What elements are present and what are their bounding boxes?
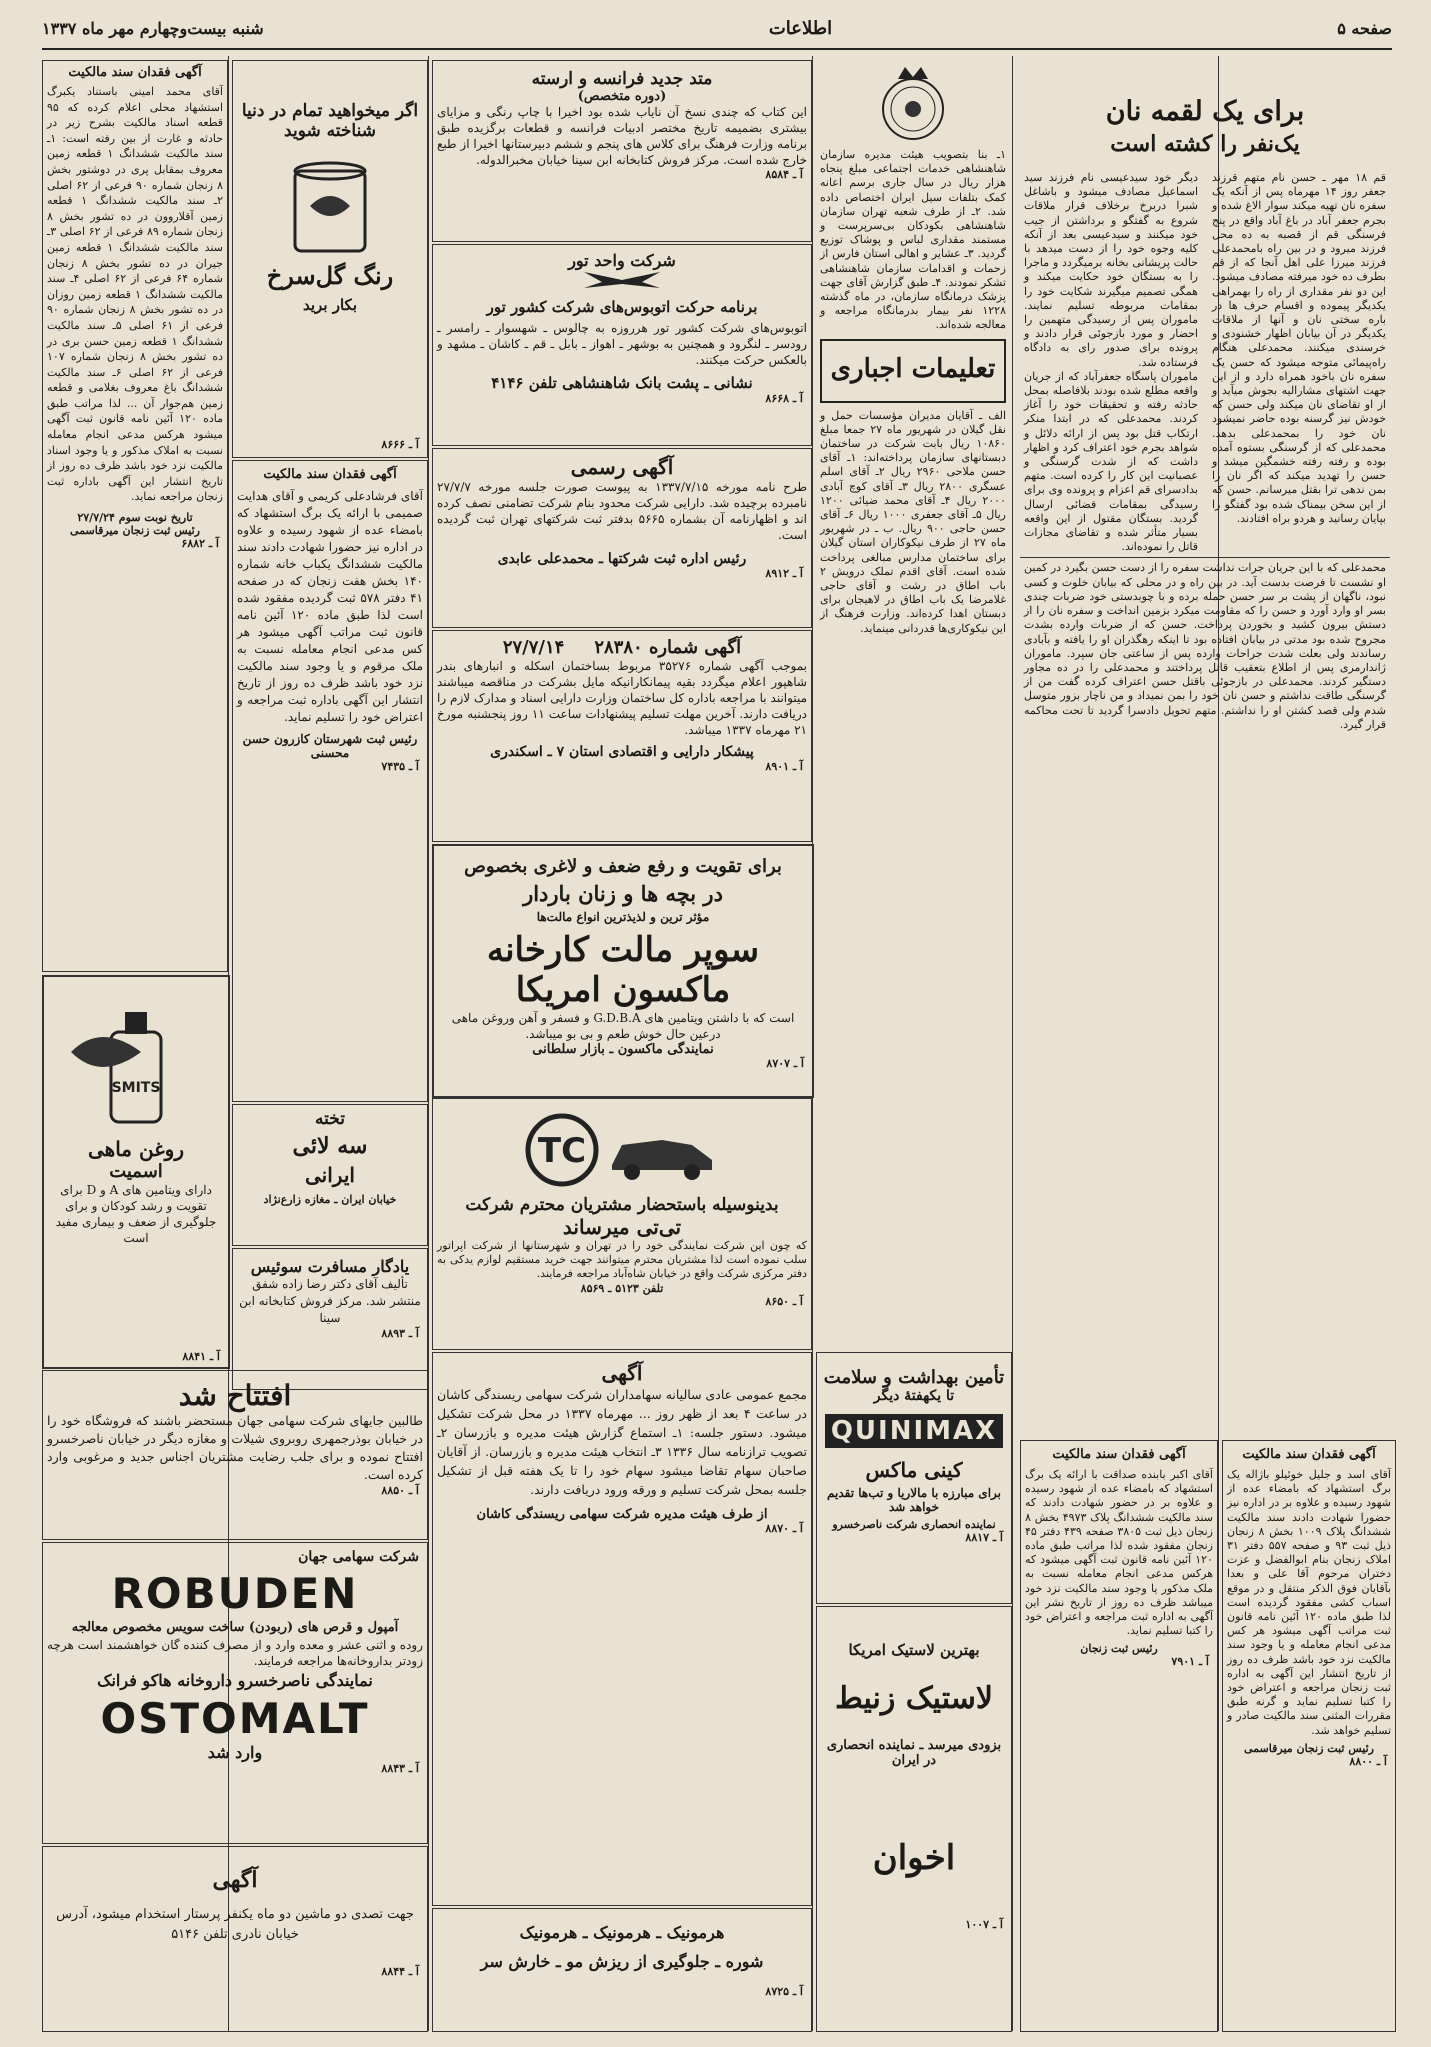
ad-code: آ ـ ۸۷۰۷ bbox=[766, 1057, 804, 1070]
crown-emblem-icon bbox=[878, 63, 948, 143]
ad-code: آ ـ ۸۶۶۸ bbox=[765, 392, 803, 405]
ad-shareholders bbox=[432, 1352, 812, 1906]
notice-signature: رئیس ثبت زنجان میرقاسمی bbox=[1244, 1741, 1374, 1755]
ad-tyres-text: بزودی میرسد ـ نماینده انحصاری در ایران bbox=[826, 1738, 1002, 1768]
notice-code: آ ـ ۷۴۳۵ bbox=[381, 760, 419, 773]
ad-code: آ ـ ۸۸۱۷ bbox=[965, 1531, 1003, 1544]
ad-quinimax-headline: تأمین بهداشت و سلامت bbox=[823, 1367, 1005, 1388]
ad-travel-book bbox=[232, 1248, 428, 1390]
ad-hormonic-line2: شوره ـ جلوگیری از ریزش مو ـ خارش سر bbox=[480, 1952, 764, 1971]
ad-hormonic bbox=[432, 1908, 812, 2032]
ad-nurse-body: جهت تصدی دو ماشین دو ماه یکنفر پرستار استخدام میشود، آدرس خیابان نادری تلفن ۵۱۴۶ bbox=[56, 1907, 414, 1942]
ad-code: آ ـ ۸۸۴۱ bbox=[182, 1350, 220, 1363]
ad-bus-body: اتوبوس‌های شرکت کشور تور هرروزه به چالوس ـ شهسوار ـ رامسر ـ رودسر ـ لنگرود و همچنین به بوشهر ـ اهواز ـ بابل ـ قم ـ کاشان ـ مشهد و بالعکس حرکت میکنند. bbox=[437, 321, 807, 367]
ad-tc-logo: TC bbox=[537, 1131, 587, 1171]
ad-plywood-brand: سه لائی bbox=[292, 1133, 368, 1159]
ad-tc-company bbox=[432, 1098, 812, 1350]
ad-code: آ ـ ۸۹۱۲ bbox=[765, 567, 803, 580]
ad-paint-line1: اگر میخواهید تمام در دنیا bbox=[241, 101, 419, 121]
opening-body: طالبین جایهای شرکت سهامی جهان مستحضر باشند که فروشگاه خود را در خیابان بوذرجمهری روبروی شیلات و مغازه دیگر در خیابان ناصرخسرو افتتاح نموده و برای جلب رضایت مشتریان اجناس جدید و مرغوبی وارد کرده است. bbox=[47, 1413, 423, 1482]
ad-official-signature: رئیس اداره ثبت شرکتها ـ محمدعلی عابدی bbox=[497, 551, 747, 567]
notice-body: آقای اسد و جلیل خوئیلو باژاله یک برگ استشهاد که بامضاء عده از شهود رسیده و علاوه بر در اداره نیز حضورا شهادت دادند سند مالکیت ششدانگ پلاک ۱۰۰۹ بخش ۸ زنجان ذیل ثبت ۹۳ و صفحه ۵۵۷ دفتر ۳۱ املاک زنجان بنام ابوالفضل و عزت دختران مرحوم آقا علی و بعدا بآقایان فوق الذکر منتقل و در موقع اسباب کشی مفقود گردیده است لذا طبق ماده ۱۲۰ آئین نامه قانون ثبت مراتب آگهی میشود هر کس مدعی انجام معامله و یا وجود سند مالکیت نزد خود باشد ظرف ده روز از تاریخ انتشار این آگهی به اداره ثبت زنجان مراجعه و اعتراض خود را کتبا تسلیم نماید و گرنه طبق مقررات المثنی سند مالکیت صادر و تسلیم خواهد شد. bbox=[1227, 1468, 1392, 1737]
ad-cod-body: دارای ویتامین های A و D برای تقویت و رشد کودکان و برای جلوگیری از ضعف و بیماری مفید است bbox=[55, 1183, 217, 1245]
story-body-continued: دیگر خود سیدعیسی نام فرزند سید اسماعیل مصادف میشود و باشاغل شبرا دربرخ برخلاف قرار ملاقات شروع به گفتگو و برداشتن از جیب خود میکنند و سیدعیسی بعد از آنکه کلیه وجوه خود را از دست میدهد با حالت پریشانی بخانه برمیگردد و ماجرا را به بستگان خود حکایت میکند و همگی تصمیم میگیرند شکایت خود را بمقامات مربوطه تسلیم نمایند. ماموران پس از رسیدگی متهمین را احضار و مورد بازجوئی قرار دادند و پرونده برای صدور رای به دادگاه فرستاده شد. bbox=[1024, 171, 1198, 369]
ad-code: آ ـ ۸۹۰۱ bbox=[765, 760, 803, 773]
ad-quinimax-brand: کینی ماکس bbox=[865, 1458, 963, 1482]
ad-book-title: متد جدید فرانسه و ارسته bbox=[531, 69, 713, 89]
ad-cod-title: روغن ماهی bbox=[88, 1137, 184, 1161]
story-body-continued: محمدعلی که با این جریان جرات نداشت سفره را از دست حسن بگیرد در کمین او نشست تا فرصت بدست آید. در بین راه و در محلی که بیابان خلوت و کسی نبود، ناگهان از پشت بر سر حسن حمله برده و با چوبدستی خود ضربات چندی بسر او وارد آورد و حسن را که مقاومت میکرد بزمین انداخت و سفره نان را از دستش بیرون کشید و بخوردن پرداخت. حسن که از ضربات وارده بشدت مجروح شده بود مدتی در بیابان افتاده بود تا اینکه رهگذران او را یافته و بآبادی رساندند ولی بعلت شدت جراحات وارده پس از ساعتی جان سپرد. ماموران ژاندارمری پس از اطلاع بتعقیب قاتل پرداختند و محمدعلی را در ده مجاور دستگیر کردند. محمدعلی در بازجوئی باقتل حسن اعتراف کرده گفت من از گرسنگی طاقت نداشتم و حسن نان خود را بمن نمیداد و من ناچار بزور متوسل شدم ولی قصد کشتن او را نداشتم. متهم تحویل دادسرا گردید تا تحت محاکمه قرار گیرد. bbox=[1024, 561, 1386, 731]
ad-plywood bbox=[232, 1104, 428, 1246]
ad-cod-liver-oil bbox=[42, 975, 230, 1369]
ad-book-subtitle: (دوره متخصص) bbox=[577, 89, 667, 104]
notice-body: آقای اکبر بابنده صداقت با ارائه یک برگ استشهاد که بامضاء عده از شهود رسیده و علاوه بر در حضور شهادت دادند که سند مالکیت ششدانگ پلاک ۴۹۷۳ بخش ۸ زنجان ذیل ثبت ۳۸۰۵ صفحه ۴۳۹ دفتر ۴۵ زنجان مفقود شده لذا مراتب طبق ماده ۱۲۰ آئین نامه قانون ثبت آگهی میشود که هرکس مدعی انجام معامله نسبت به ملک مذکور یا وجود سند مالکیت نزد خود میباشد ظرف ده روز از تاریخ نشر این آگهی به اداره ثبت مراجعه و اعتراض خود را کتبا تسلیم نماید. bbox=[1025, 1468, 1213, 1638]
ad-code: آ ـ ۸۶۵۰ bbox=[765, 1294, 803, 1308]
ad-code: آ ـ ۸۸۴۴ bbox=[381, 1965, 419, 1978]
ad-hormonic-line1: هرمونیک ـ هرمونیک ـ هرمونیک bbox=[519, 1923, 725, 1942]
story-body: قم ۱۸ مهر ـ حسن نام متهم قرزند جعفر روز ۱۴ مهرماه پس از آنکه یک سفره نان تهیه میکند سوار الاغ شده و بجرم جعفر آباد در باغ آباد واقع در پنج فرسنگی قم از قصبه به ده محل فرزند میرود و در بین راه بامحمدعلی فرزند میرزا علی اهل آنجا که از قم بطرف ده خود میرفته مصادف میشود. این دو نفر مقداری از راه را بهمراهی یکدیگر پیموده و اقسام حرف ها در باره سختی نان و آنها از ملاقات یکدیگر در آن بیابان اظهار خشنودی و خرسندی میکنند. محمدعلی هنگام راه‌پیمائی متوجه میشود که حسن یک سفره نان باخود همراه دارد و از این جهت اشتهای مشارالیه بجوش میآید و از او تقاضای نان میکند ولی حسن که خودش نیز گرسنه بوده حاضر نمیشود نان خود را بمحمدعلی بدهد. محمدعلی که از گرسنگی بستوه آمده بوده و رفته رفته خشمگین میشد و حسن را تهدید میکند که اگر نان را بمن ندهی ترا بقتل میرسانم. حسن که از این سخن بیمناک شده بود گفتگو را بپایان رسانید و هردو براه افتادند. bbox=[1212, 171, 1386, 525]
paper-name: اطلاعات bbox=[768, 17, 833, 39]
emblem bbox=[816, 58, 1010, 148]
notice-title: آگهی فقدان سند مالکیت bbox=[1052, 1447, 1186, 1462]
paint-can-icon bbox=[275, 146, 385, 256]
ad-travel-body: تألیف آقای دکتر رضا زاده شفق منتشر شد. مرکز فروش کتابخانه ابن سینا bbox=[239, 1277, 421, 1325]
ad-official-notice bbox=[432, 448, 812, 628]
ad-company-name: شرکت سهامی جهان bbox=[298, 1549, 419, 1565]
notice-lost-deed bbox=[1222, 1440, 1396, 2032]
ad-plywood-line: ایرانی bbox=[305, 1163, 355, 1187]
ad-code: آ ـ ۸۵۸۴ bbox=[765, 168, 803, 181]
ad-paint-line3: بکار برید bbox=[303, 296, 357, 314]
ad-malt-brand: سوپر مالت کارخانه bbox=[486, 930, 760, 970]
column-rule bbox=[428, 56, 429, 2031]
ad-quinimax-logo: QUINIMAX bbox=[825, 1414, 1003, 1448]
ad-code: آ ـ ۱۰۰۷ bbox=[965, 1918, 1003, 1931]
ad-code: آ ـ ۸۸۴۳ bbox=[381, 1762, 419, 1775]
notice-lost-deed bbox=[232, 460, 428, 1102]
education-news: الف ـ آقایان مدیران مؤسسات حمل و نقل گیلان در شهریور ماه ۲۷ جمعا مبلغ ۱۰۸۶۰ ریال بابت شرکت در ساختمان دبستانهای سازمان پرداخته‌اند: ۱ـ آقای حسن ملاحی ۲۹۶۰ ریال ۲ـ آقای اسلم عسگری ۲۸۰۰ ریال ۳ـ آقای کوچ آبادی ۲۰۰۰ ریال ۴ـ آقای محمد ضیائی ۱۲۰۰ ریال ۵ـ آقای جعفری ۱۰۰۰ ریال ۶ـ آقای حسن حاجی ۹۰۰ ریال. ب ـ در شهریور ماه ۲۷ از طرف نیکوکاران استان گیلان برای ساختمان مدارس مبالغی پرداخت شده است. آقای اقدم تملک درویش ۲ باب اطاق در رشت و آقای حاجی غلامرضا یک باب اطاق در لاهیجان برای دبستان اهدا کرده‌اند. وزارت فرهنگ از این نیکوکاری‌ها قدردانی مینماید. bbox=[820, 408, 1006, 635]
ad-tyres-company: اخوان bbox=[872, 1838, 956, 1878]
wings-icon bbox=[582, 270, 662, 290]
page-number: صفحه ۵ bbox=[1337, 18, 1392, 38]
ad-robuden-distributor: نمایندگی ناصرخسرو داروخانه هاکو فرانک bbox=[97, 1671, 373, 1690]
notice-title: آگهی فقدان سند مالکیت bbox=[68, 65, 202, 80]
story-body-continued: ماموران پاسگاه جعفرآباد که از جریان واقعه مطلع شده بودند بلافاصله بمحل حادثه رفته و تحقیقات خود را آغاز کردند. محمدعلی که در ابتدا منکر ارتکاب قتل بود پس از ارائه دلائل و شواهد بجرم خود اعتراف کرد و اظهار داشت که از شدت گرسنگی و عصبانیت این کار را کرده است. متهم بدادسرای قم اعزام و پرونده وی برای رسیدگی بمقامات قضائی ارسال گردید. بستگان مقتول از این واقعه بسیار متأثر شده و تقاضای مجازات قاتل را نموده‌اند. bbox=[1024, 369, 1198, 554]
ad-ostomalt-logo: OSTOMALT bbox=[100, 1694, 370, 1743]
story-subheadline: یک‌نفر را کشته است bbox=[1110, 131, 1300, 157]
ad-tc-body: که چون این شرکت نمایندگی خود را در تهران و شهرستانها از شرکت اپراتور سلب نموده است لذا مشتریان محترم میتوانند جهت خرید مستقیم لوازم یدکی به دفتر مرکزی شرکت واقع در خیابان شاه‌آباد مراجعه فرمایند. bbox=[437, 1239, 807, 1281]
ad-tender-body: بموجب آگهی شماره ۳۵۲۷۶ مربوط بساختمان اسکله و انبارهای بندر شاهپور اعلام میگردد بقیه پیمانکارانیکه مایل بشرکت در مناقصه میباشند میتوانند با مراجعه باداره کل ساختمان وزارت دارایی اسناد و مدارک لازم را دریافت دارند. آخرین مهلت تسلیم پیشنهادات ساعت ۱۱ روز پنجشنبه مورخ ۲۱ مهرماه ۱۳۳۷ میباشد. bbox=[437, 659, 807, 737]
ad-shareholders-body: مجمع عمومی عادی سالیانه سهامداران شرکت سهامی ریسندگی کاشان در ساعت ۴ بعد از ظهر روز ... مهرماه ۱۳۳۷ در محل شرکت تشکیل میشود. دستور جلسه: ۱ـ استماع گزارش هیئت مدیره و بازرسان ۲ـ تصویب ترازنامه سال ۱۳۳۶ ۳ـ انتخاب هیئت مدیره و بازرسان. از آقایان صاحبان سهام تقاضا میشود سهام خود را تا یک هفته قبل از تشکیل جلسه بمحل شرکت تسلیم و ورقه ورود دریافت دارند. bbox=[437, 1387, 807, 1497]
notice-signature: رئیس ثبت شهرستان کازرون حسن محسنی bbox=[242, 732, 418, 760]
ad-quinimax-distributor: نماینده انحصاری شرکت ناصرخسرو bbox=[832, 1518, 996, 1531]
ad-code: آ ـ ۸۸۹۳ bbox=[381, 1327, 419, 1340]
ad-bus-schedule bbox=[432, 244, 812, 446]
ad-quinimax-text: برای مبارزه با مالاریا و تب‌ها تقدیم خواهد شد bbox=[827, 1486, 1001, 1514]
ad-rose-paint bbox=[232, 60, 428, 458]
ad-tyres-headline: بهترین لاستیک امریکا bbox=[848, 1641, 980, 1659]
ad-cod-logo: SMITS bbox=[111, 1080, 161, 1096]
ad-book-body: این کتاب که چندی نسخ آن نایاب شده بود اخیرا با چاپ رنگی و مزایای بیشتری بضمیمه تاریخ مختصر ادبیات فرانسه و قطعات برگزیده طبق برنامه وزارت فرهنگ برای کلاس های پنجم و ششم دبیرستانها اخیرا از طبع خارج شده است. مرکز فروش کتابخانه ابن سینا خیابان مخبرالدوله. bbox=[437, 105, 807, 167]
ad-paint-brand: رنگ گل‌سرخ bbox=[266, 261, 394, 290]
ad-bus-title: برنامه حرکت اتوبوس‌های شرکت کشور تور bbox=[486, 298, 758, 316]
fish-bottle-icon bbox=[61, 992, 211, 1132]
ad-french-book bbox=[432, 60, 812, 242]
notice-body: آقای فرشادعلی کریمی و آقای هدایت صمیمی با ارائه یک برگ استشهاد که بامضاء عده از شهود رسیده و علاوه در اداره نیز حضورا شهادت دادند سند مالکیت ششدانگ یکباب خانه شماره ۱۴۰ بخش هفت زنجان که در صفحه ۴۱ دفتر ۵۷۸ ثبت گردیده مفقود شده است لذا طبق ماده ۱۲۰ آئین نامه قانون ثبت مراتب آگهی میشود هر کس مدعی انجام معامله نسبت به ملک مرقوم و یا وجود سند مالکیت نزد خود باشد ظرف ده روز از تاریخ انتشار این آگهی باداره ثبت مراجعه و اعتراض خود را تسلیم نماید. bbox=[237, 489, 423, 724]
ad-code: آ ـ ۸۸۵۰ bbox=[381, 1484, 419, 1497]
ad-shareholders-title: آگهی bbox=[601, 1361, 643, 1385]
column-rule bbox=[1012, 56, 1013, 2031]
ad-robuden-line: آمپول و قرص های (ربودن) ساخت سویس مخصوص معالجه bbox=[71, 1620, 399, 1635]
ad-code: آ ـ ۸۷۲۵ bbox=[765, 1985, 803, 1998]
ad-cod-brand: اسمیت bbox=[109, 1161, 163, 1182]
notice-body: آقای محمد امینی باستناد یکبرگ استشهاد محلی اعلام کرده که ۹۵ قطعه اسناد مالکیت بشرح زیر در حادثه و غارت از بین رفته است: ۱ـ سند مالکیت ششدانگ ۱ قطعه زمین معروف بمقابل پری در دوشتور بخش ۸ زنجان شماره ۹۰ فرعی از ۶۲ اصلی ۲ـ سند مالکیت ششدانگ ۱ قطعه زمین آقلاروون در ده تشور بخش ۸ زنجان شماره ۸۹ فرعی از ۶۲ اصلی ۳ـ سند مالکیت ششدانگ ۱ قطعه زمین جیران در ده تشور بخش ۸ زنجان شماره ۶۴ فرعی از ۶۲ اصلی ۴ـ سند مالکیت ششدانگ ۱ قطعه زمین روزان در ده تشور بخش ۸ زنجان شماره ۹۰ فرعی از ۶۱ اصلی ۵ـ سند مالکیت ششدانگ ۱ قطعه زمین حسن بری در ده تشور بخش ۸ زنجان شماره ۱۰۷ فرعی از ۶۲ اصلی ۶ـ سند مالکیت ششدانگ باغ معروف بغلامی و قطعه زمین هم‌جوار آن ... لذا مراتب طبق ماده ۱۲۰ آئین نامه قانون ثبت آگهی میشود هرکس مدعی انجام معامله نسبت به املاک مذکور و یا وجود اسناد مالکیت نزد خود باشد ظرف ده روز از تاریخ انتشار این آگهی باداره ثبت زنجان مراجعه نماید. bbox=[47, 85, 224, 504]
ad-malt-line2: در بچه ها و زنان باردار bbox=[523, 881, 723, 906]
ad-store-opening bbox=[42, 1370, 428, 1540]
ad-quinimax bbox=[816, 1352, 1012, 1604]
notice-code: آ ـ ۶۸۸۲ bbox=[181, 537, 219, 551]
ad-malt-brand-origin: ماکسون امریکا bbox=[515, 970, 731, 1010]
social-news: ۱ـ بنا بتصویب هیئت مدیره سازمان شاهنشاهی خدمات اجتماعی مبلغ پنجاه هزار ریال در سال جاری برسم اعانه کمک بتلفات سیل ایران اختصاص داده شد. ۲ـ از طرف شعبه تهران سازمان شاهنشاهی بکودکان بی‌سرپرست و مستمند مقداری لباس و پوشاک توزیع گردید. ۳ـ عشایر و اهالی استان فارس از زحمات و اقدامات سازمان شاهنشاهی تشکر نمودند. ۴ـ طبق گزارش آقای جهت پزشک درمانگاه سازمان، در ماه گذشته ۱۲۲۸ نفر بیمار بدرمانگاه مراجعه و معالجه شده‌اند. bbox=[820, 148, 1006, 332]
notice-date: تاریخ نوبت سوم ۲۷/۷/۲۴ bbox=[77, 511, 193, 525]
ad-plywood-address: خیابان ایران ـ مغازه زارع‌نژاد bbox=[263, 1193, 397, 1206]
ad-code: آ ـ ۸۸۷۰ bbox=[765, 1522, 803, 1535]
education-banner bbox=[820, 339, 1006, 403]
ad-robuden-ostomalt bbox=[42, 1542, 428, 1844]
story-headline: برای یک لقمه نان bbox=[1105, 96, 1305, 127]
ad-malt-body: است که با داشتن ویتامین های G.D.B.A و فسفر و آهن وروغن ماهی درعین حال خوش طعم و بی بو میباشد. bbox=[451, 1011, 795, 1041]
education-heading: تعلیمات اجباری bbox=[830, 353, 996, 384]
ad-malt-distributor: نمایندگی ماکسون ـ بازار سلطانی bbox=[532, 1042, 714, 1057]
notice-signature: رئیس ثبت زنجان bbox=[1080, 1642, 1158, 1656]
ad-paint-line2: شناخته شوید bbox=[284, 121, 376, 141]
ad-code: آ ـ ۸۶۶۶ bbox=[381, 438, 419, 451]
ad-malt-line3: مؤثر ترین و لذیذترین انواع مالت‌ها bbox=[536, 910, 710, 924]
ad-official-title: آگهی رسمی bbox=[570, 455, 674, 479]
ad-malt-line1: برای تقویت و رفع ضعف و لاغری بخصوص bbox=[464, 856, 782, 877]
ad-bus-address: نشانی ـ پشت بانک شاهنشاهی تلفن ۴۱۴۶ bbox=[491, 374, 753, 392]
car-logo-icon bbox=[502, 1110, 742, 1190]
notice-code: آ ـ ۷۹۰۱ bbox=[1171, 1655, 1209, 1669]
ad-official-body: طرح نامه مورخه ۱۳۳۷/۷/۱۵ به پیوست صورت جلسه مورخه ۲۷/۷/۷ نامبرده برچیده شد. دارایی شرکت محدود بنام شرکت تضامنی نصف کرده اند و اظهارنامه آن بشماره ۵۶۶۵ بدفتر ثبت شرکتهای تهران ثبت گردیده است. bbox=[437, 480, 807, 542]
ad-robuden-logo: ROBUDEN bbox=[111, 1569, 359, 1618]
ad-shareholders-signature: از طرف هیئت مدیره شرکت سهامی ریسندگی کاشان bbox=[476, 1507, 768, 1522]
ad-travel-title: یادگار مسافرت سوئیس bbox=[250, 1257, 410, 1276]
notice-code: آ ـ ۸۸۰۰ bbox=[1349, 1754, 1387, 1768]
masthead bbox=[42, 8, 1392, 50]
ad-bus-logo: شرکت واحد تور bbox=[568, 251, 676, 270]
notice-title: آگهی فقدان سند مالکیت bbox=[1242, 1447, 1376, 1462]
ad-tc-name: تی‌تی میرساند bbox=[562, 1215, 682, 1239]
ad-tc-phone: تلفن ۵۱۲۳ ـ ۸۵۶۹ bbox=[580, 1281, 664, 1295]
ad-tyres bbox=[816, 1606, 1012, 2032]
ad-plywood-title: تخته bbox=[315, 1109, 345, 1129]
notice-lost-deed bbox=[1020, 1440, 1218, 2032]
ad-robuden-body: روده و اثنی عشر و معده وارد و از مصرف کننده گان خواهشمند است هرچه زودتر بداروخانه‌ها مراجعه فرمایند. bbox=[47, 1638, 423, 1668]
notice-signature: رئیس ثبت زنجان میرقاسمی bbox=[70, 524, 200, 538]
ad-tyres-brand: لاستیک زنیط bbox=[834, 1681, 993, 1716]
ad-tender-notice bbox=[432, 630, 812, 842]
issue-date: شنبه بیست‌وچهارم مهر ماه ۱۳۳۷ bbox=[42, 18, 264, 38]
ad-super-malt bbox=[432, 844, 814, 1098]
ad-quinimax-line: تا یکهفتهٔ دیگر bbox=[873, 1388, 955, 1404]
ad-tender-title: آگهی شماره ۲۸۳۸۰ bbox=[594, 637, 742, 658]
ad-tc-title: بدینوسیله باستحضار مشتریان محترم شرکت bbox=[465, 1195, 779, 1215]
notice-lost-deeds-list bbox=[42, 60, 228, 972]
ad-tender-date: ۲۷/۷/۱۴ bbox=[502, 637, 565, 658]
ad-ostomalt-line: وارد شد bbox=[207, 1743, 263, 1762]
ad-tender-signature: پیشکار دارایی و اقتصادی استان ۷ ـ اسکندری bbox=[490, 744, 754, 760]
ad-nurse-wanted bbox=[42, 1846, 428, 2032]
ad-nurse-title: آگهی bbox=[212, 1867, 258, 1893]
notice-title: آگهی فقدان سند مالکیت bbox=[263, 467, 397, 482]
opening-title: افتتاح شد bbox=[178, 1379, 292, 1412]
